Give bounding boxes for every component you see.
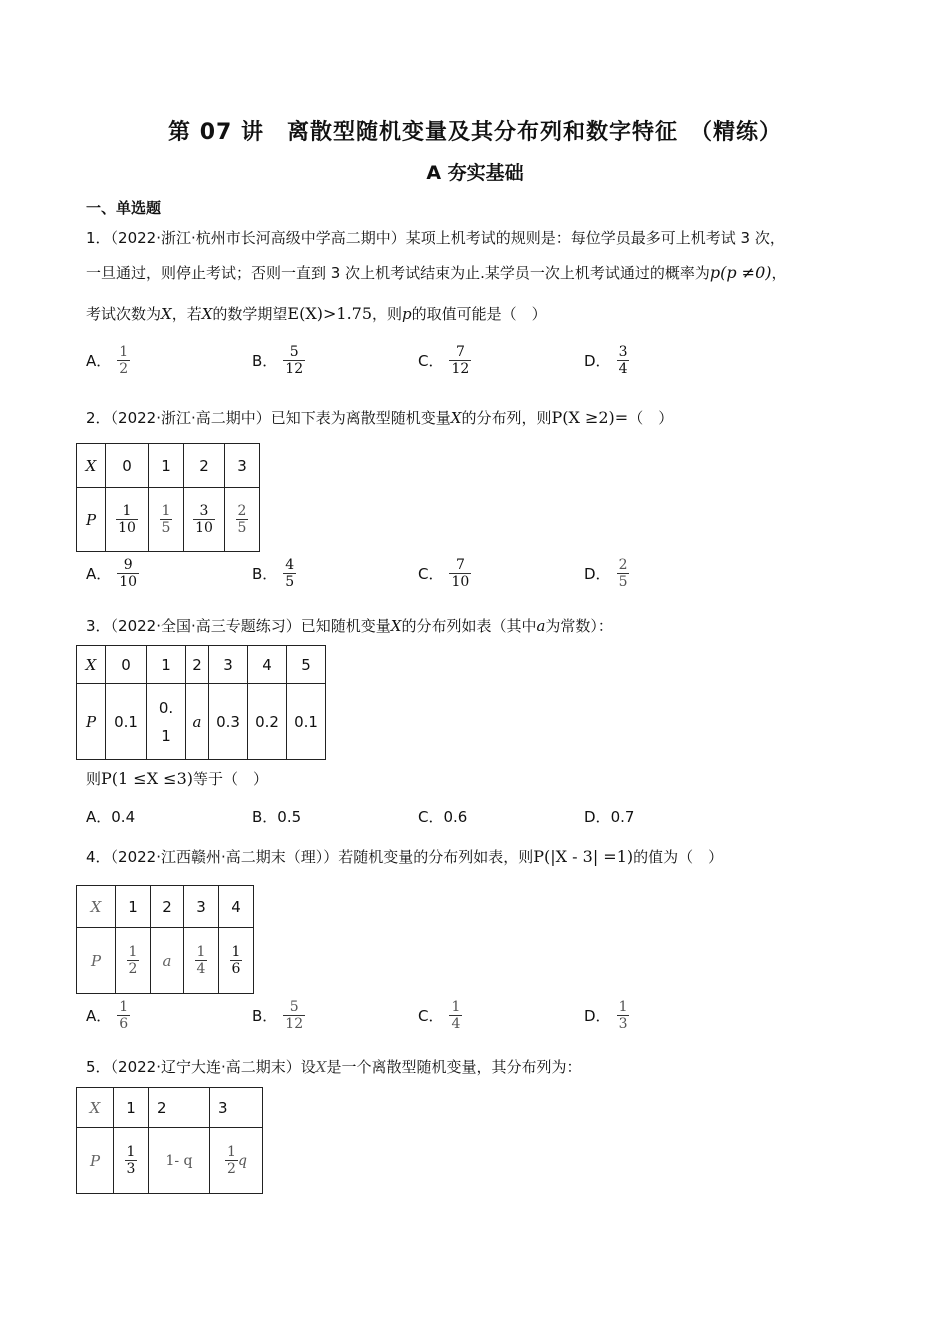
option-label: D．: [584, 808, 611, 826]
option-fraction: $\frac{2}{5}$: [618, 557, 628, 590]
q4-option-a[interactable]: [86, 999, 130, 1032]
q2-stem: [86, 406, 673, 430]
table-cell: 0. 1: [147, 684, 186, 760]
table-cell: 3: [209, 646, 248, 684]
table-cell: $\frac{1}{6}$: [219, 928, 254, 994]
table-cell: 0: [106, 646, 147, 684]
table-row: [77, 444, 260, 488]
table-cell: $\frac{1}{3}$: [114, 1128, 149, 1194]
q1-option-a[interactable]: [86, 344, 130, 377]
option-fraction: $\frac{5}{12}$: [285, 999, 304, 1032]
table-row: [77, 684, 326, 760]
q5-distribution-table: [76, 1087, 263, 1194]
q1-line2: [86, 261, 787, 285]
table-cell: a: [151, 928, 184, 994]
q5-var-x: X: [315, 1058, 327, 1076]
table-cell: X: [77, 444, 106, 488]
q1-var-p: p: [402, 305, 412, 323]
q3-text-b: 的分布列如表（其中: [401, 617, 537, 635]
q4-stem: [86, 845, 723, 869]
option-label: A．: [86, 1007, 112, 1025]
q3-option-c[interactable]: [418, 806, 467, 827]
table-cell: X: [77, 1088, 114, 1128]
option-fraction: $\frac{7}{12}$: [451, 344, 470, 377]
q1-line2-math: p(p ≠0): [709, 263, 772, 282]
option-fraction: $\frac{1}{4}$: [451, 999, 461, 1032]
table-row: [77, 646, 326, 684]
table-cell: $\frac{1}{4}$: [184, 928, 219, 994]
table-cell: $\frac{3}{10}$: [184, 488, 225, 552]
option-label: C．: [418, 1007, 444, 1025]
q4-option-d[interactable]: [584, 999, 629, 1032]
q1-line1: 1．（2022·浙江·杭州市长河高级中学高二期中）某项上机考试的规则是：每位学员最多可上机考试 3 次，: [86, 229, 785, 247]
table-row: [77, 886, 254, 928]
q3-var-x: X: [390, 617, 402, 635]
table-cell: 1: [116, 886, 151, 928]
option-label: B．: [252, 565, 278, 583]
table-cell: 3: [210, 1088, 263, 1128]
q3-option-a[interactable]: [86, 806, 135, 827]
q2-text-a: 2．（2022·浙江·高二期中）已知下表为离散型随机变量: [86, 409, 451, 427]
table-cell: 2: [151, 886, 184, 928]
q4-prob-math: P(|X - 3| =1): [533, 847, 634, 866]
q2-option-b[interactable]: [252, 557, 296, 590]
option-fraction: $\frac{9}{10}$: [119, 557, 138, 590]
q3-after-b: 等于（ ）: [193, 770, 269, 788]
table-cell: $\frac{1}{10}$: [106, 488, 149, 552]
q1-expectation-math: E(X)>1.75: [287, 304, 373, 323]
q3-stem: [86, 614, 613, 638]
q2-option-a[interactable]: [86, 557, 139, 590]
q1-line3-text-a: 考试次数为: [86, 305, 162, 323]
q3-distribution-table: [76, 645, 326, 760]
table-cell: 1- q: [149, 1128, 210, 1194]
option-fraction: $\frac{1}{2}$: [119, 344, 129, 377]
table-cell: P: [77, 488, 106, 552]
table-cell: $\frac{1}{5}$: [149, 488, 184, 552]
table-cell: P: [77, 1128, 114, 1194]
table-cell: 0.1: [287, 684, 326, 760]
q3-question-line: [86, 767, 268, 791]
table-cell: 1: [149, 444, 184, 488]
q3-prob-math: P(1 ≤X ≤3): [101, 769, 193, 788]
table-cell: 5: [287, 646, 326, 684]
option-value: 0.7: [610, 808, 635, 826]
option-label: A．: [86, 352, 112, 370]
table-cell: a: [186, 684, 209, 760]
q4-option-b[interactable]: [252, 999, 305, 1032]
table-cell: 4: [219, 886, 254, 928]
q3-var-a: a: [536, 617, 546, 635]
q3-option-d[interactable]: [584, 806, 634, 827]
q2-option-d[interactable]: [584, 557, 629, 590]
table-cell: 0.1: [106, 684, 147, 760]
option-fraction: $\frac{1}{6}$: [119, 999, 129, 1032]
table-cell: 2: [186, 646, 209, 684]
q2-prob-math: P(X ≥2)=: [551, 408, 629, 427]
option-label: A．: [86, 808, 112, 826]
option-label: B．: [252, 808, 278, 826]
q2-option-c[interactable]: [418, 557, 471, 590]
option-value: 0.4: [111, 808, 136, 826]
table-cell: X: [77, 646, 106, 684]
q3-text-c: 为常数）：: [545, 617, 613, 635]
page-subtitle: A 夯实基础: [426, 162, 524, 184]
q1-line3-text-e: 的取值可能是（ ）: [411, 305, 547, 323]
q4-distribution-table: [76, 885, 254, 994]
q5-stem: [86, 1055, 581, 1079]
q1-line3-text-c: 的数学期望: [212, 305, 288, 323]
option-label: C．: [418, 352, 444, 370]
option-value: 0.6: [443, 808, 468, 826]
option-label: B．: [252, 1007, 278, 1025]
q4-text-b: 的值为（ ）: [633, 848, 724, 866]
option-fraction: $\frac{3}{4}$: [618, 344, 628, 377]
table-cell: 4: [248, 646, 287, 684]
q2-text-c: （ ）: [628, 409, 674, 427]
option-value: 0.5: [277, 808, 302, 826]
q1-option-b[interactable]: [252, 344, 305, 377]
q1-option-d[interactable]: [584, 344, 629, 377]
table-cell: 1: [114, 1088, 149, 1128]
table-cell: 0: [106, 444, 149, 488]
option-label: B．: [252, 352, 278, 370]
table-cell: 1: [147, 646, 186, 684]
q1-line3-text-b: ，若: [171, 305, 202, 323]
option-fraction: $\frac{7}{10}$: [451, 557, 470, 590]
q1-var-x: X: [161, 305, 172, 323]
table-cell: X: [77, 886, 116, 928]
option-fraction: $\frac{5}{12}$: [285, 344, 304, 377]
table-row: [77, 1088, 263, 1128]
q2-text-b: 的分布列，则: [461, 409, 552, 427]
table-cell: 0.2: [248, 684, 287, 760]
option-label: C．: [418, 808, 444, 826]
option-fraction: $\frac{4}{5}$: [285, 557, 295, 590]
table-cell: $\frac{2}{5}$: [225, 488, 260, 552]
table-cell: 3: [184, 886, 219, 928]
q1-line2-punct: ，: [771, 264, 787, 282]
q3-option-b[interactable]: [252, 806, 301, 827]
option-label: D．: [584, 352, 611, 370]
q4-option-c[interactable]: [418, 999, 462, 1032]
q1-line3: [86, 302, 547, 326]
table-cell: $\frac{1}{2}$: [116, 928, 151, 994]
q1-line3-text-d: ，则: [372, 305, 403, 323]
page-title: 第 07 讲 离散型随机变量及其分布列和数字特征 （精练）: [168, 120, 782, 145]
q3-after-a: 则: [86, 770, 102, 788]
table-cell: 0.3: [209, 684, 248, 760]
q4-text-a: 4．（2022·江西赣州·高二期末（理））若随机变量的分布列如表，则: [86, 848, 534, 866]
q3-text-a: 3．（2022·全国·高三专题练习）已知随机变量: [86, 617, 391, 635]
table-cell: $\frac{1}{2}$ q: [210, 1128, 263, 1194]
table-cell: P: [77, 684, 106, 760]
table-row: [77, 1128, 263, 1194]
table-row: [77, 928, 254, 994]
table-cell: 2: [149, 1088, 210, 1128]
q2-distribution-table: [76, 443, 260, 552]
section-heading: 一、单选题: [86, 199, 162, 217]
table-cell: 2: [184, 444, 225, 488]
option-label: C．: [418, 565, 444, 583]
q5-text-a: 5．（2022·辽宁大连·高二期末）设: [86, 1058, 316, 1076]
option-label: A．: [86, 565, 112, 583]
option-fraction: $\frac{1}{3}$: [618, 999, 628, 1032]
q1-line2-text: 一旦通过，则停止考试；否则一直到 3 次上机考试结束为止.某学员一次上机考试通过的概率为: [86, 264, 710, 282]
option-label: D．: [584, 565, 611, 583]
q2-var-x: X: [450, 409, 462, 427]
table-cell: P: [77, 928, 116, 994]
table-cell: 3: [225, 444, 260, 488]
table-row: [77, 488, 260, 552]
q1-var-x2: X: [201, 305, 213, 323]
option-label: D．: [584, 1007, 611, 1025]
q1-option-c[interactable]: [418, 344, 471, 377]
q5-text-b: 是一个离散型随机变量，其分布列为：: [326, 1058, 582, 1076]
